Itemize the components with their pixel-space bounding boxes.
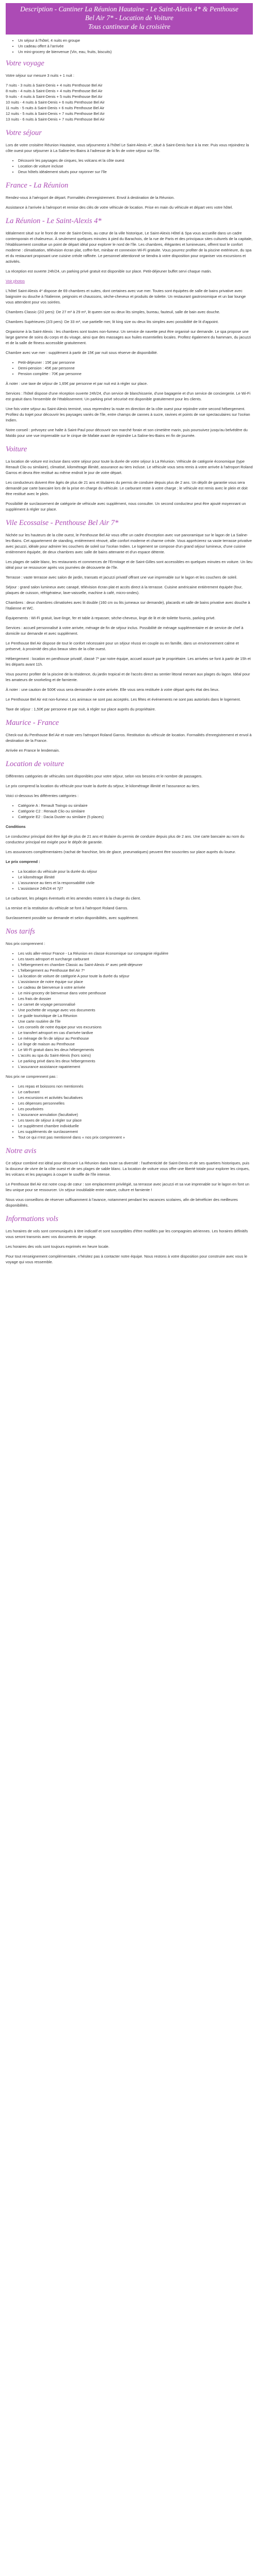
list-item: • Demi-pension : 45€ par personne	[18, 365, 253, 371]
list-item: • L'hébergement au Penthouse Bel Air 7*	[18, 968, 253, 973]
list-item: • Le carnet de voyage personnalisé	[18, 1002, 253, 1007]
paragraph: Nos prix ne comprennent pas :	[6, 1074, 58, 1079]
paragraph: Votre séjour sur mesure 3 nuits + 1 nuit :	[6, 73, 74, 78]
list-item: • Le transfert aéroport en cas d'arrivée tardive	[18, 1030, 253, 1036]
nights-line: 11 nuits - 5 nuits à Saint-Denis + 6 nuits Penthouse Bel Air	[6, 106, 105, 110]
paragraph: L'hôtel Saint-Alexis 4* dispose de 69 chambres et suites, dont certaines avec vue mer. Toutes sont équipées de salle de bains privative avec baignoire ou douche à l'italienne, peignoirs et chaussons, sèche-cheveux et produits de toilette. Un restaurant gastronomique et un bar lounge vous attendent pour vos soirées.	[6, 289, 246, 304]
nights-line: 13 nuits - 6 nuits à Saint-Denis + 7 nuits Penthouse Bel Air	[6, 117, 105, 122]
paragraph: Check-out du Penthouse Bel Air et route vers l'aéroport Roland Garros. Restitution du véhicule de location. Formalités d'enregistrement et envol à destination de la France.	[6, 733, 252, 743]
list-item: • Les excursions et activités facultatives	[18, 1095, 253, 1100]
list-item: • Catégorie A : Renault Twingo ou similaire	[18, 803, 253, 808]
paragraph: Le conducteur principal doit être âgé de plus de 21 ans et titulaire du permis de conduire depuis plus de 2 ans. Une carte bancaire au nom du conducteur principal est exigée pour le dépôt de garantie.	[6, 834, 245, 844]
list-item: • Les taxes de séjour à régler sur place	[18, 1117, 253, 1123]
list-item: • Le carburant	[18, 1089, 253, 1095]
header-subtitle: Tous cantineur de la croisière	[88, 23, 171, 30]
paragraph: Rendez-vous à l'aéroport de départ. Formalités d'enregistrement. Envol à destination de la Réunion.	[6, 195, 175, 200]
section-heading-infos-vols: Informations vols	[6, 1215, 58, 1223]
car-categories-list	[6, 803, 253, 820]
list-item: • Le Wi-Fi gratuit dans les deux hébergements	[18, 1047, 253, 1053]
paragraph: Nichée sur les hauteurs de la côte ouest, le Penthouse Bel Air vous offre un cadre d'exception avec vue panoramique sur le lagon de La Saline-les-Bains. Cet appartement de standing, entièrement rénové, allie confort moderne et charme créole. Vous apprécierez sa vaste terrasse privative avec jacuzzi, idéale pour admirer les couchers de soleil sur l'océan Indien. Le logement se compose d'un grand séjour lumineux, d'une cuisine entièrement équipée, de deux chambres avec salle de bains attenante et d'un espace détente.	[6, 533, 252, 554]
included-heading: Le prix comprend :	[6, 859, 40, 864]
list-item: • Le cadeau de bienvenue à votre arrivée	[18, 985, 253, 990]
list-item: • Le parking privé dans les deux hébergements	[18, 1058, 253, 1064]
list-item: • Les repas et boissons non mentionnés	[18, 1083, 253, 1089]
paragraph: Services : l'hôtel dispose d'une réception ouverte 24h/24, d'un service de blanchisserie, d'une bagagerie et d'un service de conciergerie. Le Wi-Fi est gratuit dans l'ensemble de l'établissement. Un parking privé sécurisé est disponible gratuitement pour les clients.	[6, 391, 251, 401]
list-item: • L'assistance de notre équipe sur place	[18, 979, 253, 985]
paragraph: Hébergement : location en penthouse privatif, classé 7* par notre équipe, accueil assuré par le propriétaire. Les arrivées se font à partir de 15h et les départs avant 11h.	[6, 656, 251, 667]
paragraph: Les horaires des vols sont toujours exprimés en heure locale.	[6, 1244, 109, 1249]
paragraph: Différentes catégories de véhicules sont disponibles pour votre séjour, selon vos besoins et le nombre de passagers.	[6, 774, 203, 778]
list-item: • Découvrir les paysages de cirques, les volcans et la côte ouest	[18, 158, 253, 163]
paragraph: La réception est ouverte 24h/24, un parking privé gratuit est disponible sur place. Petit-déjeuner buffet servi chaque matin.	[6, 269, 212, 274]
paragraph: Les conducteurs doivent être âgés de plus de 21 ans et titulaires du permis de conduire depuis plus de 2 ans. Un dépôt de garantie vous sera demandé par carte bancaire lors de la prise en charge du véhicule. Le carburant reste à votre charge ; le véhicule est remis avec le plein et doit être restitué avec le plein.	[6, 480, 248, 496]
header-banner	[6, 3, 253, 35]
list-item: • Le kilométrage illimité	[18, 874, 253, 880]
list-item: • Une pochette de voyage avec vos documents	[18, 1007, 253, 1013]
price-excludes-list	[6, 1083, 253, 1140]
conditions-heading: Conditions	[6, 824, 26, 829]
list-item: • Location de voiture incluse	[18, 163, 253, 169]
list-item: • Les suppléments de surclassement	[18, 1129, 253, 1134]
nights-list	[6, 82, 253, 122]
section-heading-avis: Notre avis	[6, 1147, 37, 1155]
section-heading-votre-voyage: Votre voyage	[6, 59, 44, 67]
sejour-list	[6, 158, 253, 175]
list-item: • L'assurance assistance rapatriement	[18, 1064, 253, 1070]
list-item: • La location de voiture de catégorie A pour toute la durée du séjour	[18, 973, 253, 979]
paragraph: Le Penthouse Bel Air est notre coup de cœur : son emplacement privilégié, sa terrasse avec jacuzzi et sa vue imprenable sur le lagon en font un lieu unique pour se ressourcer. Un séjour inoubliable entre nature, culture et farniente !	[6, 1182, 250, 1192]
list-item: • La location du véhicule pour la durée du séjour	[18, 869, 253, 874]
photos-link[interactable]: Voir photos	[6, 279, 25, 283]
list-item: • Petit-déjeuner : 15€ par personne	[18, 360, 253, 365]
paragraph: Chambres Classic (2/2 pers): De 27 m² à 29 m², lit queen size ou deux lits simples, bureau, fauteuil, salle de bain avec douche.	[6, 310, 220, 314]
list-item: • L'accès au spa du Saint-Alexis (hors soins)	[18, 1053, 253, 1058]
paragraph: Chambre avec vue mer : supplément à partir de 15€ par nuit sous réserve de disponibilité.	[6, 350, 158, 355]
page	[0, 0, 258, 1272]
paragraph: Le Penthouse Bel Air est non-fumeur. Les animaux ne sont pas acceptés. Les fêtes et événements ne sont pas autorisés dans le logement.	[6, 697, 241, 702]
paragraph: Lors de votre croisière Réunion Hautaine, vous séjournerez à l'hôtel Le Saint-Alexis 4*, situé à Saint-Denis face à la mer. Puis vous rejoindrez la côte ouest pour séjourner à La Saline-les-Bains à l'adresse de la fin de votre séjour sur l'île.	[6, 143, 249, 153]
paragraph: Nos prix comprennent :	[6, 941, 45, 946]
paragraph: Le carburant, les péages éventuels et les amendes restent à la charge du client.	[6, 896, 141, 901]
list-item: • L'assurance au tiers et la responsabilité civile	[18, 880, 253, 886]
list-item: • Un cadeau offert à l'arrivée	[18, 43, 253, 49]
paragraph: Vous pourrez profiter de la piscine de la résidence, du jardin tropical et de l'accès direct au sentier littoral menant aux plages du lagon. Idéal pour les amateurs de snorkeling et de farniente.	[6, 672, 250, 682]
section-heading-retour: Maurice - France	[6, 719, 59, 727]
supplement-list	[6, 360, 253, 377]
paragraph: Chambres Supérieures (2/3 pers): De 33 m², vue partielle mer, lit king size ou deux lits simples avec possibilité de lit d'appoint.	[6, 319, 219, 324]
list-item: • Les vols aller-retour France - La Réunion en classe économique sur compagnie régulière	[18, 951, 253, 956]
paragraph: La remise et la restitution du véhicule se font à l'aéroport Roland Garros.	[6, 906, 128, 910]
section-heading-bel-air: Vile Ecossaise - Penthouse Bel Air 7*	[6, 519, 119, 527]
paragraph: Assistance à l'arrivée à l'aéroport et remise des clés de votre véhicule de location. Prise en main du véhicule et départ vers votre hôtel.	[6, 205, 233, 210]
paragraph: Nous vous conseillons de réserver suffisamment à l'avance, notamment pendant les vacances scolaires, afin de bénéficier des meilleures disponibilités.	[6, 1197, 238, 1208]
list-item: • Le mini-grocery de bienvenue dans votre penthouse	[18, 990, 253, 996]
list-item: • L'hébergement en chambre Classic au Saint-Alexis 4* avec petit-déjeuner	[18, 962, 253, 968]
paragraph: Séjour : grand salon lumineux avec canapé, télévision écran plat et accès direct à la terrasse. Cuisine américaine entièrement équipée (four, plaques de cuisson, réfrigérateur, lave-vaisselle, machine à café, micro-ondes).	[6, 585, 243, 595]
list-item: • L'assistance 24h/24 et 7j/7	[18, 886, 253, 891]
paragraph: Une fois votre séjour au Saint-Alexis terminé, vous reprendrez la route en direction de la côte ouest pour rejoindre votre second hébergement. Profitez du trajet pour découvrir les paysages variés de l'île, entre champs de cannes à sucre, ravines et points de vue spectaculaires sur l'océan Indien.	[6, 406, 250, 422]
section-heading-voiture: Voiture	[6, 445, 27, 453]
list-item: • Pension complète : 70€ par personne	[18, 371, 253, 377]
list-item: • Les dépenses personnelles	[18, 1100, 253, 1106]
paragraph: Chambres : deux chambres climatisées avec lit double (160 cm ou lits jumeaux sur demande), placards et salle de bains privative avec douche à l'italienne et WC.	[6, 600, 250, 611]
paragraph: À noter : une taxe de séjour de 1,65€ par personne et par nuit est à régler sur place.	[6, 381, 148, 386]
header-title: Description - Cantiner La Réunion Hautaine - Le Saint-Alexis 4* & Penthouse Bel Air 7* - Location de Voiture	[20, 5, 238, 22]
list-item: • Le ménage de fin de séjour au Penthouse	[18, 1036, 253, 1041]
list-item: • Les pourboires	[18, 1106, 253, 1112]
list-item: • Catégorie E2 : Dacia Duster ou similaire (5 places)	[18, 814, 253, 820]
paragraph: Équipements : Wi-Fi gratuit, lave-linge, fer et table à repasser, sèche-cheveux, linge de lit et de toilette fournis, parking privé.	[6, 616, 216, 620]
list-item: • Deux hôtels idéalement situés pour rayonner sur l'île	[18, 169, 253, 175]
paragraph: La location de voiture est incluse dans votre séjour pour toute la durée de votre séjour à La Réunion. Véhicule de catégorie économique (type Renault Clio ou similaire), climatisé, kilométrage illimité, assurance au tiers incluse. Le véhicule vous sera remis à votre arrivée à l'aéroport Roland Garros et devra être restitué au même endroit le jour de votre départ.	[6, 459, 253, 475]
paragraph: Ce séjour combiné est idéal pour découvrir La Réunion dans toute sa diversité : l'authenticité de Saint-Denis et de ses quartiers historiques, puis la douceur de vivre de la côte ouest et de ses plages de sable blanc. La location de voiture vous offre une liberté totale pour explorer les cirques, les volcans et les paysages à couper le souffle de l'île intense.	[6, 1161, 250, 1177]
list-item: • Un séjour à l'hôtel, 4 nuits en groupe	[18, 38, 253, 43]
paragraph: Pour tout renseignement complémentaire, n'hésitez pas à contacter notre équipe. Nous restons à votre disposition pour construire avec vous le voyage qui vous ressemble.	[6, 1254, 248, 1264]
paragraph: Terrasse : vaste terrasse avec salon de jardin, transats et jacuzzi privatif offrant une vue imprenable sur le lagon et les couchers de soleil.	[6, 575, 237, 580]
intro-bullets	[6, 38, 253, 55]
paragraph: Possibilité de surclassement de catégorie de véhicule avec supplément, nous consulter. Un second conducteur peut être ajouté moyennant un supplément à régler sur place.	[6, 501, 246, 512]
paragraph: Arrivée en France le lendemain.	[6, 748, 60, 753]
paragraph: Taxe de séjour : 1,50€ par personne et par nuit, à régler sur place auprès du propriétaire.	[6, 707, 156, 711]
list-item: • Catégorie C2 : Renault Clio ou similaire	[18, 808, 253, 814]
paragraph: Les assurances complémentaires (rachat de franchise, bris de glace, pneumatiques) peuvent être souscrites sur place auprès du loueur.	[6, 850, 236, 854]
price-includes-list	[6, 951, 253, 1070]
nights-line: 8 nuits - 4 nuits à Saint-Denis + 4 nuits Penthouse Bel Air	[6, 89, 103, 93]
list-item: • Les frais de dossier	[18, 996, 253, 1002]
list-item: • L'assurance annulation (facultative)	[18, 1112, 253, 1117]
list-item: • Un mini-grocery de bienvenue (Vin, eau, fruits, biscuits)	[18, 49, 253, 55]
paragraph: Notre conseil : prévoyez une halte à Saint-Paul pour découvrir son marché forain et son cimetière marin, puis poursuivez jusqu'au belvédère du Maïdo pour une vue imprenable sur le cirque de Mafate avant de rejoindre La Saline-les-Bains en fin de journée.	[6, 428, 248, 438]
section-heading-votre-sejour: Votre séjour	[6, 129, 42, 137]
section-heading-location-voiture: Location de voiture	[6, 760, 64, 768]
nights-line: 12 nuits - 5 nuits à Saint-Denis + 7 nuits Penthouse Bel Air	[6, 111, 105, 116]
nights-line: 7 nuits - 3 nuits à Saint-Denis + 4 nuits Penthouse Bel Air	[6, 83, 103, 88]
paragraph: Le prix comprend la location du véhicule pour toute la durée du séjour, le kilométrage illimité et l'assurance au tiers.	[6, 784, 200, 788]
list-item: • Tout ce qui n'est pas mentionné dans « nos prix comprennent »	[18, 1134, 253, 1140]
paragraph: Organisme à la Saint-Alexis : les chambres sont toutes non-fumeur. Un service de navette peut être organisé sur demande. Le spa propose une large gamme de soins du corps et du visage, ainsi que des massages aux huiles essentielles locales. Profitez également du hammam, du jacuzzi et de la salle de fitness accessible gratuitement.	[6, 329, 251, 345]
paragraph: Surclassement possible sur demande et selon disponibilités, avec supplément.	[6, 916, 139, 920]
paragraph: Les horaires de vols sont communiqués à titre indicatif et sont susceptibles d'être modifiés par les compagnies aériennes. Les horaires définitifs vous seront transmis avec vos documents de voyage.	[6, 1229, 248, 1239]
paragraph: Idéalement situé sur le front de mer de Saint-Denis, au cœur de la ville historique, Le Saint-Alexis Hôtel & Spa vous accueille dans un cadre contemporain et chaleureux. À seulement quelques minutes à pied du Barachois, de la rue de Paris et des principaux sites culturels de la capitale, l'établissement constitue un point de départ idéal pour explorer le nord de l'île. Les chambres, élégantes et lumineuses, offrent tout le confort moderne : climatisation, télévision écran plat, coffre-fort, minibar et connexion Wi-Fi gratuite. Vous pourrez profiter de la piscine extérieure, du spa et du restaurant proposant une cuisine créole raffinée. Le personnel attentionné se tiendra à votre disposition pour organiser vos excursions et activités.	[6, 231, 253, 264]
paragraph: À noter : une caution de 500€ vous sera demandée à votre arrivée. Elle vous sera restituée à votre départ après état des lieux.	[6, 687, 220, 692]
list-item: • Une carte routière de l'île	[18, 1019, 253, 1024]
list-item: • Les taxes aéroport et surcharge carburant	[18, 956, 253, 962]
list-item: • Les conseils de notre équipe pour vos excursions	[18, 1024, 253, 1030]
paragraph: Le Penthouse Bel Air dispose de tout le confort nécessaire pour un séjour réussi en couple ou en famille, dans un environnement calme et préservé, à proximité des plus beaux sites de la côte ouest.	[6, 641, 239, 651]
car-included-list	[6, 869, 253, 891]
paragraph: Voici ci-dessous les différentes catégories :	[6, 793, 79, 798]
list-item: • Le guide touristique de La Réunion	[18, 1013, 253, 1019]
section-heading-france-reunion: France - La Réunion	[6, 181, 69, 190]
paragraph: Les plages de sable blanc, les restaurants et commerces de l'Ermitage et de Saint-Gilles sont accessibles en quelques minutes en voiture. Un lieu idéal pour se ressourcer après vos journées de découverte de l'île.	[6, 560, 252, 570]
paragraph: Services : accueil personnalisé à votre arrivée, ménage de fin de séjour inclus. Possibilité de ménage supplémentaire et de service de chef à domicile sur demande et avec supplément.	[6, 625, 244, 636]
list-item: • Le linge de maison au Penthouse	[18, 1041, 253, 1047]
nights-line: 10 nuits - 4 nuits à Saint-Denis + 6 nuits Penthouse Bel Air	[6, 100, 105, 105]
list-item: • Le supplément chambre individuelle	[18, 1123, 253, 1129]
nights-line: 9 nuits - 4 nuits à Saint-Denis + 5 nuits Penthouse Bel Air	[6, 94, 103, 99]
section-heading-tarifs: Nos tarifs	[6, 927, 35, 936]
section-heading-saint-alexis: La Réunion - Le Saint-Alexis 4*	[6, 217, 102, 225]
